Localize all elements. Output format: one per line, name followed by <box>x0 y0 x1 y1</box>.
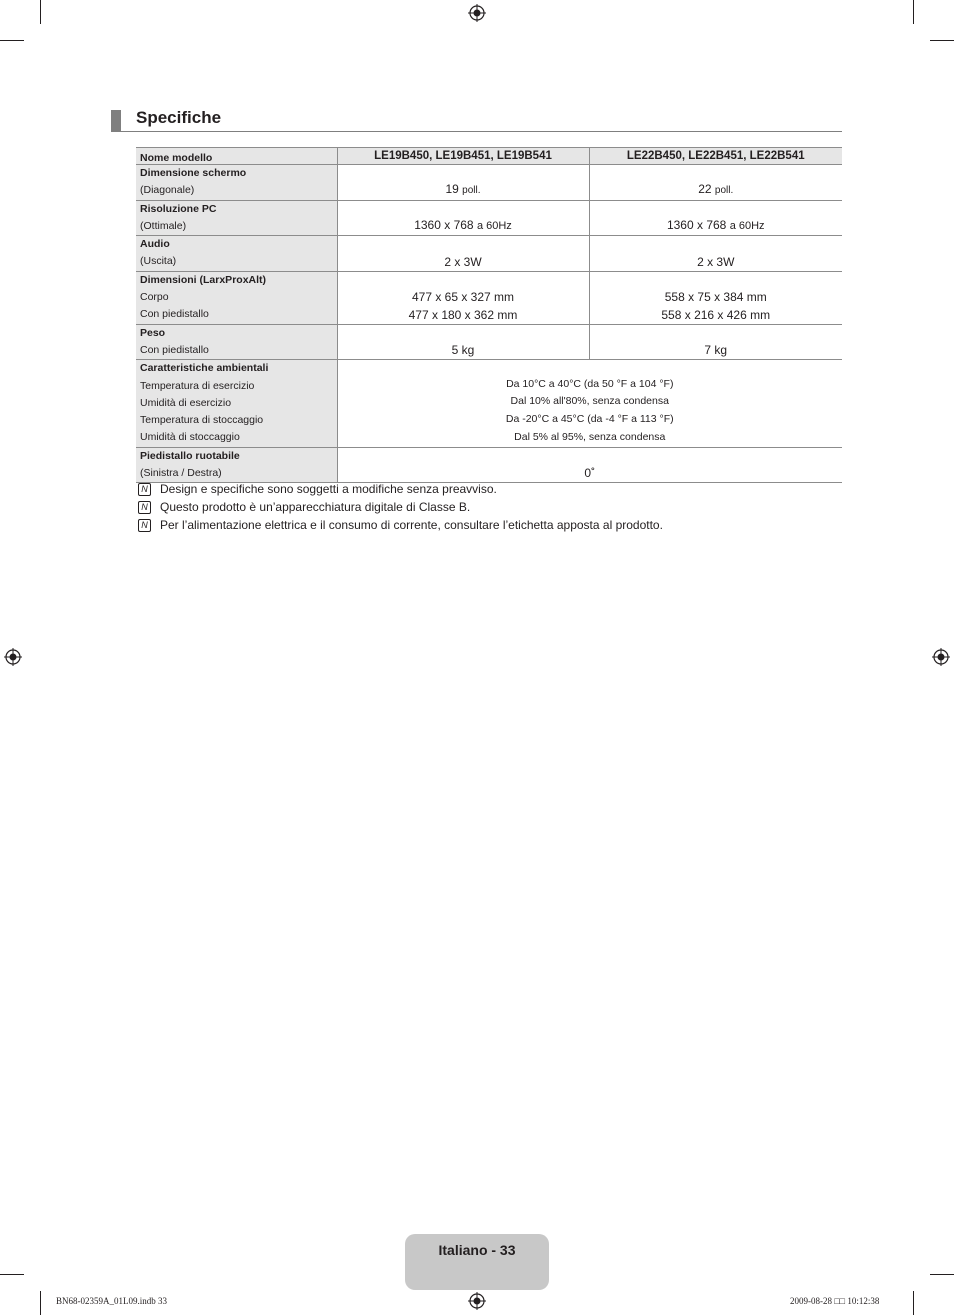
note-text: Per l’alimentazione elettrica e il consumo di corrente, consultare l’etichetta apposta al prodotto. <box>160 518 663 532</box>
note-text: Questo prodotto è un’apparecchiatura digitale di Classe B. <box>160 500 471 514</box>
row-subtitle: Corpo <box>140 291 169 304</box>
value-line: 558 x 216 x 426 mm <box>661 307 771 322</box>
cell-value <box>337 200 589 236</box>
header-model-b: LE22B450, LE22B451, LE22B541 <box>589 148 842 165</box>
row-subtitle: (Sinistra / Destra) <box>140 467 222 480</box>
row-title: Peso <box>140 326 166 339</box>
value-line: Da 10°C a 40°C (da 50 °F a 104 °F) <box>506 377 674 390</box>
row-subtitle: Umidità di esercizio <box>140 396 232 409</box>
row-subtitle: Con piedistallo <box>140 343 209 356</box>
cell-value: 2 x 3W <box>337 236 589 272</box>
registration-mark-icon <box>468 4 486 22</box>
value-number: 19 <box>445 181 459 196</box>
value-line: Dal 10% all'80%, senza condensa <box>510 395 669 408</box>
note-icon: N <box>138 483 151 496</box>
value-line: 477 x 65 x 327 mm <box>411 289 515 304</box>
note-item <box>137 480 663 498</box>
crop-mark <box>913 1291 914 1315</box>
table-row <box>136 200 842 236</box>
crop-mark <box>913 0 914 24</box>
cell-value: 2 x 3W <box>589 236 842 272</box>
row-subtitle: Temperatura di stoccaggio <box>140 414 264 427</box>
table-row <box>136 324 842 360</box>
row-title: Piedistallo ruotabile <box>140 449 240 462</box>
row-title: Audio <box>140 238 170 251</box>
row-title: Caratteristiche ambientali <box>140 362 269 375</box>
cell-value <box>589 200 842 236</box>
row-label <box>136 324 337 360</box>
print-slug-right: 2009-08-28 □□ 10:12:38 <box>790 1296 880 1306</box>
cell-value <box>337 271 589 324</box>
crop-mark <box>930 1274 954 1275</box>
table-header-row <box>136 148 842 165</box>
value-line: 558 x 75 x 384 mm <box>664 289 767 304</box>
crop-mark <box>930 40 954 41</box>
value-number: 1360 x 768 <box>666 218 727 233</box>
row-label <box>136 447 337 483</box>
value-unit: poll. <box>714 184 734 196</box>
value-line: Dal 5% al 95%, senza condensa <box>514 430 666 443</box>
row-subtitle: Temperatura di esercizio <box>140 379 255 392</box>
cell-value <box>337 165 589 201</box>
page-title: Specifiche <box>136 108 222 127</box>
note-icon: N <box>138 519 151 532</box>
page-number-tab <box>405 1234 549 1290</box>
registration-mark-icon <box>468 1292 486 1310</box>
table-row <box>136 360 842 447</box>
row-label <box>136 360 337 447</box>
row-subtitle: (Diagonale) <box>140 184 195 197</box>
heading-bar <box>111 110 121 131</box>
header-model-a: LE19B450, LE19B451, LE19B541 <box>337 148 589 165</box>
print-slug-left: BN68-02359A_01L09.indb 33 <box>56 1296 167 1306</box>
row-label <box>136 165 337 201</box>
row-subtitle: Umidità di stoccaggio <box>140 431 240 444</box>
row-title: Risoluzione PC <box>140 202 217 215</box>
registration-mark-icon <box>4 648 22 666</box>
cell-value: 7 kg <box>589 324 842 360</box>
page-number: Italiano - 33 <box>438 1242 516 1258</box>
table-row <box>136 236 842 272</box>
row-title: Dimensioni (LarxProxAlt) <box>140 273 267 286</box>
heading-rule <box>111 131 842 132</box>
value-number: 22 <box>698 181 712 196</box>
row-label <box>136 200 337 236</box>
cell-value <box>337 360 842 447</box>
crop-mark <box>40 1291 41 1315</box>
row-label <box>136 236 337 272</box>
row-title: Dimensione schermo <box>140 167 247 179</box>
value-unit: a 60Hz <box>476 220 512 233</box>
note-item <box>137 516 663 534</box>
value-unit: a 60Hz <box>729 220 765 233</box>
cell-value: 5 kg <box>337 324 589 360</box>
crop-mark <box>0 40 24 41</box>
note-icon: N <box>138 501 151 514</box>
table-row <box>136 271 842 324</box>
value-line: 477 x 180 x 362 mm <box>408 307 518 322</box>
row-subtitle: Con piedistallo <box>140 308 209 321</box>
table-row <box>136 165 842 201</box>
notes-list <box>137 480 663 534</box>
cell-value: 0˚ <box>337 447 842 483</box>
crop-mark <box>40 0 41 24</box>
section-heading <box>111 108 842 132</box>
row-label <box>136 271 337 324</box>
cell-value <box>589 271 842 324</box>
crop-mark <box>0 1274 24 1275</box>
spec-table <box>136 147 842 483</box>
note-item <box>137 498 663 516</box>
table-row <box>136 447 842 483</box>
row-subtitle: (Uscita) <box>140 255 177 268</box>
registration-mark-icon <box>932 648 950 666</box>
cell-value <box>589 165 842 201</box>
value-unit: poll. <box>462 184 481 196</box>
value-line: Da -20°C a 45°C (da -4 °F a 113 °F) <box>505 413 674 426</box>
row-subtitle: (Ottimale) <box>140 219 187 232</box>
value-number: 1360 x 768 <box>414 218 474 233</box>
header-label: Nome modello <box>136 148 337 165</box>
note-text: Design e specifiche sono soggetti a modifiche senza preavviso. <box>160 482 497 496</box>
